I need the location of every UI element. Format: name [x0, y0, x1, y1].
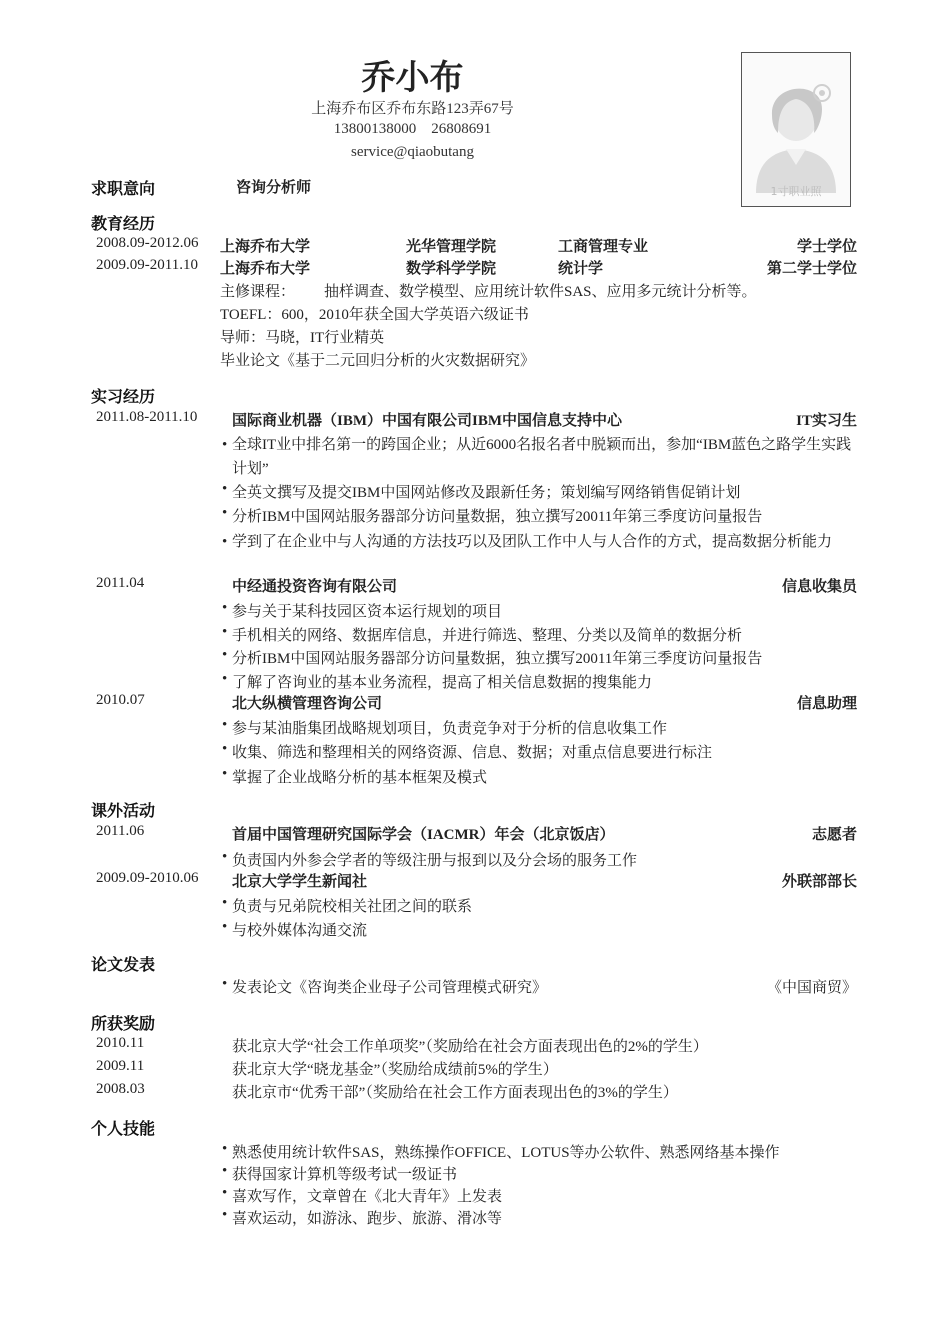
activity-bullet: • 负责与兄弟院校相关社团之间的联系 — [232, 895, 472, 916]
section-title-activities: 课外活动 — [91, 803, 156, 820]
section-title-awards: 所获奖励 — [91, 1016, 156, 1033]
phone-numbers: 13800138000 26808691 — [333, 121, 492, 137]
paper-item: • 发表论文《咨询类企业母子公司管理模式研究》 — [232, 976, 547, 997]
award-text: 获北京大学“晓龙基金”（奖励给成绩前5%的学生） — [232, 1062, 558, 1078]
job-role: 信息助理 — [796, 696, 857, 712]
email: service@qiaobutang — [351, 144, 474, 160]
address: 上海乔布区乔布东路123弄67号 — [311, 101, 514, 117]
skill-item: • 喜欢写作，文章曾在《北大青年》上发表 — [232, 1185, 502, 1206]
job-org: 中经通投资咨询有限公司 — [232, 579, 398, 595]
skill-item: • 喜欢运动，如游泳、跑步、旅游、滑冰等 — [232, 1207, 502, 1228]
toefl: TOEFL：600，2010年获全国大学英语六级证书 — [220, 307, 529, 323]
job-bullet: • 了解了咨询业的基本业务流程，提高了相关信息数据的搜集能力 — [232, 671, 652, 692]
education-college: 数学科学学院 — [406, 261, 497, 277]
objective-label: 求职意向 — [91, 181, 156, 198]
education-degree: 第二学士学位 — [766, 261, 857, 277]
activity-role: 志愿者 — [811, 827, 857, 843]
activity-org: 北京大学学生新闻社 — [232, 874, 368, 890]
job-role: 信息收集员 — [781, 579, 857, 595]
education-date: 2009.09-2011.10 — [96, 257, 198, 273]
advisor: 导师：马晓，IT行业精英 — [220, 330, 385, 346]
award-text: 获北京大学“社会工作单项奖”（奖励给在社会方面表现出色的2%的学生） — [232, 1039, 708, 1055]
job-bullet: • 学到了在企业中与人沟通的方法技巧以及团队工作中人与人合作的方式，提高数据分析能力 — [232, 530, 857, 554]
job-bullet: • 手机相关的网络、数据库信息，并进行筛选、整理、分类以及简单的数据分析 — [232, 624, 742, 645]
job-date: 2010.07 — [96, 692, 145, 708]
award-text: 获北京市“优秀干部”（奖励给在社会工作方面表现出色的3%的学生） — [232, 1085, 678, 1101]
objective-value: 咨询分析师 — [236, 180, 312, 196]
job-org: 国际商业机器（IBM）中国有限公司IBM中国信息支持中心 — [232, 413, 623, 429]
job-bullet: • 掌握了企业战略分析的基本框架及模式 — [232, 766, 487, 787]
skill-item: • 熟悉使用统计软件SAS，熟练操作OFFICE、LOTUS等办公软件、熟悉网络基本操作 — [232, 1141, 780, 1162]
activity-bullet: • 与校外媒体沟通交流 — [232, 919, 367, 940]
section-title-skills: 个人技能 — [91, 1121, 156, 1138]
job-role: IT实习生 — [796, 413, 857, 429]
award-date: 2009.11 — [96, 1058, 145, 1074]
education-school: 上海乔布大学 — [220, 261, 311, 277]
activity-date: 2009.09-2010.06 — [96, 870, 199, 886]
job-bullet: • 全英文撰写及提交IBM中国网站修改及跟新任务；策划编写网络销售促销计划 — [232, 481, 740, 502]
section-title-internship: 实习经历 — [91, 389, 156, 406]
job-bullet: • 参与某油脂集团战略规划项目，负责竞争对于分析的信息收集工作 — [232, 717, 667, 738]
education-major: 工商管理专业 — [558, 239, 649, 255]
activity-org: 首届中国管理研究国际学会（IACMR）年会（北京饭店） — [232, 827, 615, 843]
courses-label: 主修课程： — [220, 284, 296, 300]
job-bullet: • 参与关于某科技园区资本运行规划的项目 — [232, 600, 502, 621]
profile-photo — [741, 52, 851, 207]
thesis: 毕业论文《基于二元回归分析的火灾数据研究》 — [220, 353, 536, 369]
education-school: 上海乔布大学 — [220, 239, 311, 255]
skill-item: • 获得国家计算机等级考试一级证书 — [232, 1163, 457, 1184]
activity-bullet: • 负责国内外参会学者的等级注册与报到以及分会场的服务工作 — [232, 849, 637, 870]
job-org: 北大纵横管理咨询公司 — [232, 696, 383, 712]
education-date: 2008.09-2012.06 — [96, 235, 199, 251]
courses: 抽样调查、数学模型、应用统计软件SAS、应用多元统计分析等。 — [324, 284, 757, 300]
job-date: 2011.08-2011.10 — [96, 409, 198, 425]
education-degree: 学士学位 — [796, 239, 857, 255]
resume-name: 乔小布 — [361, 60, 464, 97]
education-college: 光华管理学院 — [406, 239, 497, 255]
paper-journal: 《中国商贸》 — [766, 980, 857, 996]
section-title-education: 教育经历 — [91, 216, 156, 233]
activity-role: 外联部部长 — [781, 874, 857, 890]
photo-caption: 1寸职业照 — [770, 185, 822, 198]
job-bullet: • 分析IBM中国网站服务器部分访问量数据，独立撰写20011年第三季度访问量报告 — [232, 505, 762, 526]
job-bullet: • 分析IBM中国网站服务器部分访问量数据，独立撰写20011年第三季度访问量报告 — [232, 647, 762, 668]
award-date: 2008.03 — [96, 1081, 145, 1097]
section-title-papers: 论文发表 — [91, 957, 156, 974]
activity-date: 2011.06 — [96, 823, 145, 839]
education-major: 统计学 — [558, 261, 604, 277]
job-date: 2011.04 — [96, 575, 145, 591]
award-date: 2010.11 — [96, 1035, 145, 1051]
job-bullet: • 全球IT业中排名第一的跨国企业；从近6000名报名者中脱颖而出，参加“IBM蓝色之路学生实践计划” — [232, 433, 857, 481]
job-bullet: • 收集、筛选和整理相关的网络资源、信息、数据；对重点信息要进行标注 — [232, 741, 712, 762]
